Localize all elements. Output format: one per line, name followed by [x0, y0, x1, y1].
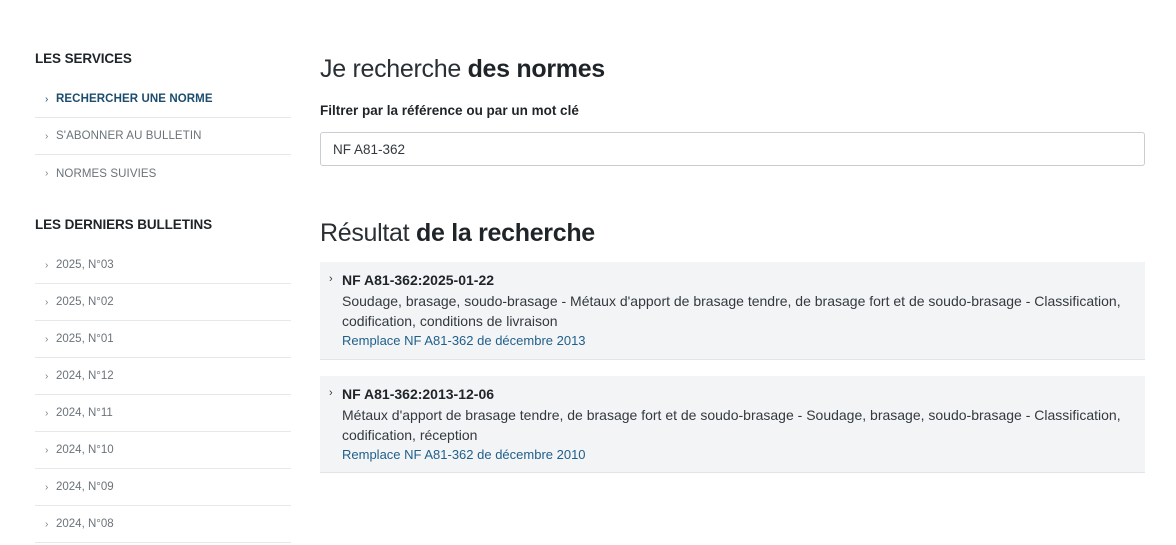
chevron-right-icon: › [45, 130, 49, 142]
bulletins-heading: LES DERNIERS BULLETINS [35, 217, 213, 232]
chevron-right-icon: › [45, 407, 49, 419]
bulletin-item[interactable] [35, 321, 291, 358]
bulletin-item[interactable] [35, 284, 291, 321]
bulletin-label: 2024, N°11 [56, 407, 113, 419]
results-title-bold: de la recherche [415, 219, 595, 247]
chevron-right-icon: › [329, 273, 333, 285]
bulletin-item[interactable] [35, 506, 291, 543]
chevron-right-icon: › [45, 259, 49, 271]
bulletin-label: 2024, N°12 [56, 370, 114, 382]
result-description: Soudage, brasage, soudo-brasage - Métaux d'apport de brasage tendre, de brasage fort et de soudo-brasage - Classification, codification, conditions de livraison [342, 293, 1121, 329]
bulletin-item[interactable] [35, 395, 291, 432]
result-item[interactable] [320, 376, 1145, 473]
sidebar-item-rechercher-une-norme[interactable] [35, 81, 291, 118]
chevron-right-icon: › [45, 481, 49, 493]
filter-label: Filtrer par la référence ou par un mot clé [320, 103, 579, 118]
chevron-right-icon: › [45, 168, 49, 179]
sidebar-item-label: S'ABONNER AU BULLETIN [56, 130, 202, 142]
sidebar-item-normes-suivies[interactable] [35, 155, 291, 192]
bulletin-label: 2025, N°01 [56, 333, 114, 345]
result-replaces-link[interactable]: Remplace NF A81-362 de décembre 2010 [342, 447, 586, 462]
bulletin-label: 2025, N°02 [56, 296, 114, 308]
chevron-right-icon: › [45, 296, 49, 308]
bulletin-label: 2024, N°09 [56, 481, 114, 493]
bulletins-list [35, 247, 291, 543]
bulletin-label: 2024, N°08 [56, 518, 114, 530]
sidebar-item-label: RECHERCHER UNE NORME [56, 93, 213, 105]
search-input[interactable] [320, 132, 1145, 166]
result-reference[interactable]: NF A81-362:2013-12-06 [342, 386, 495, 402]
page-title-light: Je recherche [320, 55, 468, 83]
results-title [320, 219, 595, 248]
services-list [35, 81, 291, 192]
chevron-right-icon: › [329, 387, 333, 399]
chevron-right-icon: › [45, 370, 49, 382]
bulletin-item[interactable] [35, 247, 291, 284]
result-description: Métaux d'apport de brasage tendre, de brasage fort et de soudo-brasage - Soudage, brasage, soudo-brasage - Classification, codification, réception [342, 407, 1121, 443]
services-heading: LES SERVICES [35, 51, 132, 66]
bulletin-item[interactable] [35, 432, 291, 469]
chevron-right-icon: › [45, 444, 49, 456]
sidebar-item-label: NORMES SUIVIES [56, 167, 157, 180]
page-title-bold: des normes [467, 55, 605, 83]
chevron-right-icon: › [45, 93, 49, 105]
page-title [320, 55, 605, 84]
result-reference[interactable]: NF A81-362:2025-01-22 [342, 272, 495, 288]
bulletin-item[interactable] [35, 469, 291, 506]
chevron-right-icon: › [45, 333, 49, 345]
bulletin-label: 2024, N°10 [56, 444, 114, 456]
results-title-light: Résultat [320, 219, 416, 247]
result-replaces-link[interactable]: Remplace NF A81-362 de décembre 2013 [342, 333, 586, 348]
result-item[interactable] [320, 262, 1145, 360]
sidebar-item-abonner-bulletin[interactable] [35, 118, 291, 155]
chevron-right-icon: › [45, 518, 49, 530]
bulletin-item[interactable] [35, 358, 291, 395]
bulletin-label: 2025, N°03 [56, 259, 114, 271]
